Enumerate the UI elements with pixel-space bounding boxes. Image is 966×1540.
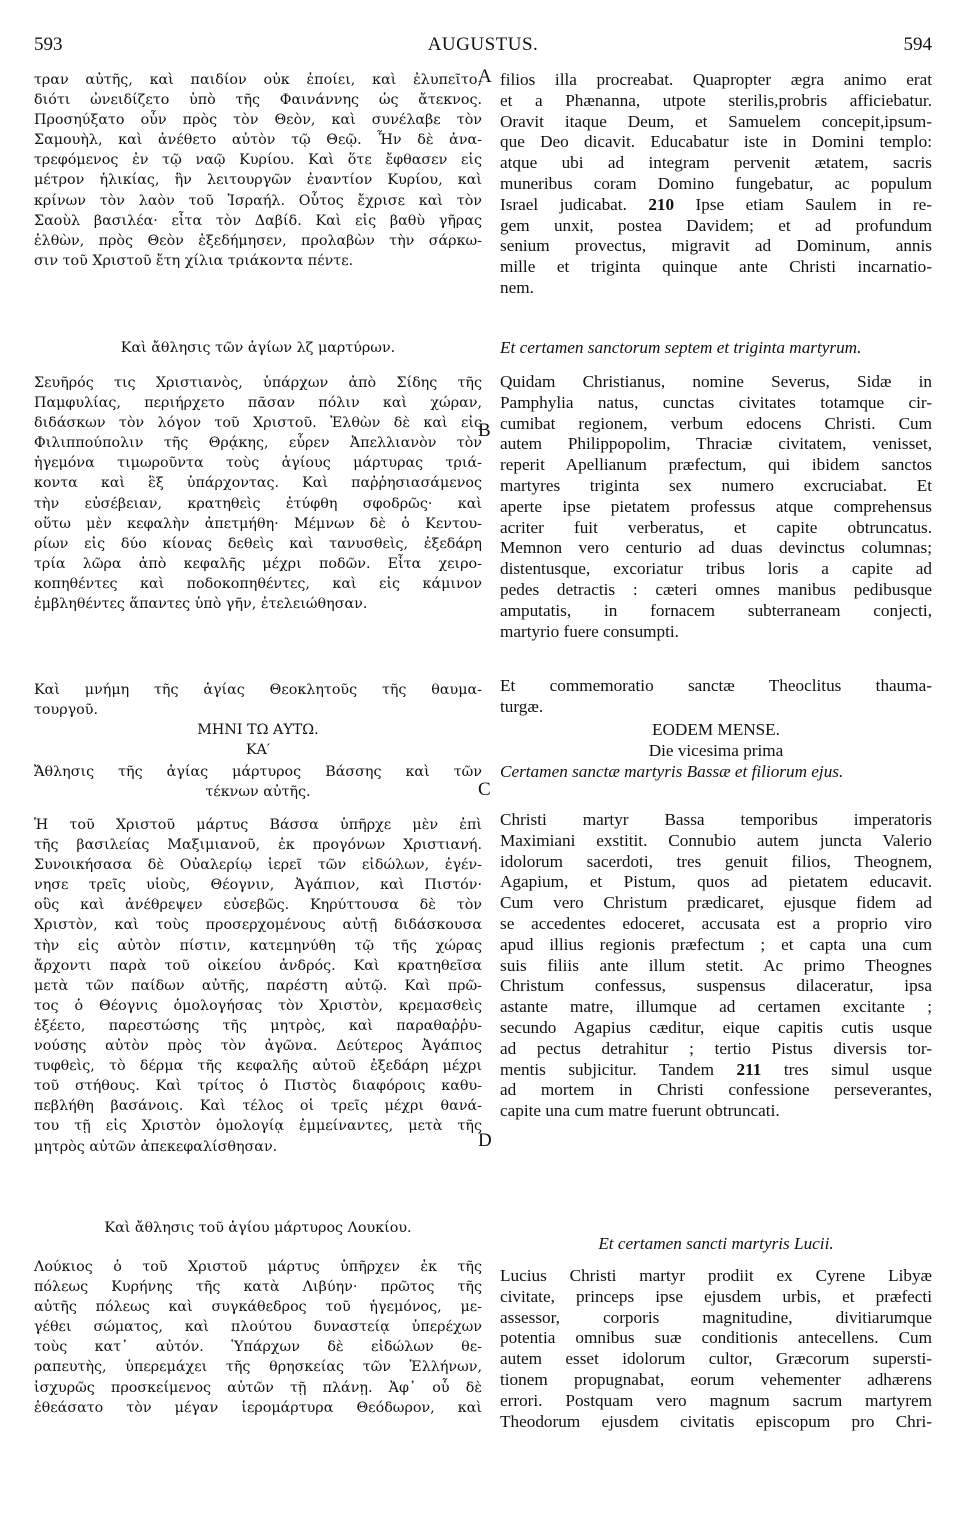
latin-line: martyres triginta sex numero excruciabat. Et [500, 475, 932, 495]
latin-line [500, 195, 932, 216]
greek-line: μετὰ τῶν παίδων αὐτῆς, παρέστη αὐτῷ. Καὶ πρῶ- [34, 977, 482, 994]
greek-line: ραπευτὴς, ὑπερεμάχει τῆς θρησκείας τῶν Ἑλλήνων, [34, 1359, 482, 1376]
greek-line: τουργοῦ. [34, 702, 99, 719]
greek-line: νησε τρεῖς υἱοὺς, Θέογνιν, Ἀγάπιον, καὶ Πιστόν· [34, 877, 482, 894]
latin-heading-37-martyrs: Et certamen sanctorum septem et triginta martyrum. [500, 338, 862, 357]
greek-line: τὴν εἰς αὐτὸν πίστιν, κατεμηνύθη τῷ τῆς χώρας [34, 937, 482, 954]
margin-marker-a: A [478, 66, 492, 87]
latin-line: ad mortem in Christi confessione perseverantes, [500, 1080, 932, 1100]
latin-line: suis filiis ante illum stetit. Ac primo Theognes [500, 955, 932, 975]
greek-line: ρίων εἰς δύο κίονας δεθεὶς καὶ τανυσθεὶς, ἐξεδάρη [34, 535, 482, 552]
greek-line: τοὺς κατ᾽ αὐτόν. Ὑπάρχων δὲ εἰδώλων θε- [34, 1339, 482, 1356]
greek-paragraph-lucius [34, 1257, 482, 1418]
latin-line: Agapium, et Pistum, quos ad pietatem educavit. [500, 872, 932, 892]
latin-line: Lucius Christi martyr prodiit ex Cyrene Libyæ [500, 1266, 932, 1285]
greek-line: ἐθεάσατο τὸν μέγαν ἱερομάρτυρα Θεόδωρον, καὶ [34, 1399, 482, 1416]
greek-line: κοντα καὶ ἓξ ὑπάρχοντας. Καὶ παῤῥησιασάμενος [34, 475, 482, 492]
greek-line: διότι ὠνειδίζετο ὑπὸ τῆς Φαινάννης ὡς ἄτεκνος. [34, 92, 482, 109]
latin-paragraph-severus [500, 372, 932, 642]
greek-line: Προσηύξατο οὖν πρὸς τὸν Θεὸν, καὶ συνέλαβε τὸν [34, 112, 482, 129]
latin-line: assessor, corporis magnitudine, divitiarumque [500, 1307, 932, 1327]
latin-line: civitate, princeps ipse ejusdem urbis, et præfecti [500, 1286, 932, 1306]
greek-line: ἡγεμόνα τιμωροῦντα τοὺς ἁγίους μάρτυρας τριά- [34, 455, 482, 472]
latin-paragraph-lucius [500, 1266, 932, 1432]
latin-line: apud illius regionis præfectum ; et capta una cum [500, 934, 932, 954]
latin-line: muneribus coram Domino fungebatur, ac populum [500, 173, 932, 193]
latin-line: atque ubi ad integram pervenit ætatem, sacris [500, 153, 932, 173]
latin-line: filios illa procreabat. Quapropter ægra animo erat [500, 70, 932, 89]
latin-line: distentusque, excoriatur tribus loris a capite ad [500, 559, 932, 579]
greek-line: τραν αὐτῆς, καὶ παιδίον οὐκ ἐποίει, καὶ ἐλυπεῖτο, [34, 72, 482, 88]
latin-line: gem unxit, postea Davidem; et ad profundum [500, 215, 932, 235]
greek-paragraph-severus [34, 373, 482, 614]
greek-line: τοῦ στήθους. Καὶ τρίτος ὁ Πιστὸς διαφόροις καθυ- [34, 1078, 482, 1095]
greek-line: ἄρχοντι παρὰ τοῦ οἰκείου ἀνδρός. Καὶ κρατηθεῖσα [34, 957, 482, 974]
greek-line: Συνοικήσασα δὲ Οὐαλερίῳ ἱερεῖ τῶν εἰδώλων, ἐγέν- [34, 857, 482, 874]
latin-line: que Deo dicavit. Educabatur iste in Domini templo: [500, 132, 932, 152]
latin-line: mille et triginta quinque ante Christi incarnatio- [500, 257, 932, 277]
latin-line: amputatis, in fornacem subterraneam conjecti, [500, 600, 932, 620]
latin-line: potentia omnibus suæ conditionis antecellens. Cum [500, 1328, 932, 1348]
latin-text: Israel judicabat. [500, 194, 627, 214]
latin-line: et a Phænanna, utpote sterilis,probris afficiebatur. [500, 90, 932, 110]
latin-paragraph-anna [500, 70, 932, 299]
greek-line: Σευῆρός τις Χριστιανὸς, ὑπάρχων ἀπὸ Σίδης τῆς [34, 375, 482, 391]
greek-line: Φιλιππούπολιν τῆς Θρᾴκης, εὗρεν Ἀπελλιανὸν τὸν [34, 435, 482, 452]
latin-line: capite una cum matre fuerunt obtruncati. [500, 1101, 780, 1121]
greek-heading-37-martyrs: Καὶ ἄθλησις τῶν ἁγίων λζ μαρτύρων. [120, 340, 396, 356]
latin-line: tionem propugnabat, eorum vehementer adhærens [500, 1369, 932, 1389]
latin-line: Christi martyr Bassa temporibus imperatoris [500, 810, 932, 829]
latin-heading-lucius: Et certamen sancti martyris Lucii. [598, 1234, 834, 1253]
greek-line: οὓς καὶ ἀνέθρεψεν εὐσεβῶς. Κηρύττουσα δὲ τὸν [34, 897, 482, 914]
greek-line: Ἄθλησις τῆς ἁγίας μάρτυρος Βάσσης καὶ τῶν [34, 764, 482, 780]
greek-paragraph-anna [34, 70, 482, 271]
greek-line: τὴν εὐσέβειαν, κρατηθεὶς ἐτύφθη σφοδρῶς· καὶ [34, 495, 482, 512]
greek-line: σιν τοῦ Χριστοῦ ἔτη χίλια τριάκοντα πέντε. [34, 252, 354, 269]
greek-line: τέκνων αὐτῆς. [205, 784, 311, 801]
latin-line: idolorum sacerdoti, tres genuit filios, Theognem, [500, 851, 932, 871]
latin-line: Cum vero Christum prædicaret, ejusque fidem ad [500, 893, 932, 913]
column-number: 210 [648, 194, 675, 214]
latin-text: mentis subjicitur. [500, 1059, 637, 1079]
greek-line: τρία λῶρα ἀπὸ κεφαλῆς μέχρι ποδῶν. Εἶτα χειρο- [34, 555, 482, 572]
latin-text: Tandem [658, 1059, 714, 1079]
greek-heading-bassa [34, 762, 482, 802]
greek-line: Καὶ μνήμη τῆς ἁγίας Θεοκλητοῦς τῆς θαυμα- [34, 682, 482, 698]
latin-month-heading: EODEM MENSE. [652, 720, 780, 739]
greek-line: γέθει σώματος, καὶ πλούτου δυναστείᾳ ὑπερέχων [34, 1319, 482, 1336]
margin-marker-b: B [478, 420, 491, 441]
greek-line: κρίνων τὸν λαὸν τοῦ Ἰσραήλ. Οὗτος ἔχρισε καὶ τὸν [34, 192, 482, 209]
greek-line: Σαμουὴλ, καὶ ἀνέθετο αὐτὸν τῷ Θεῷ. Ἦν δὲ ἀνα- [34, 132, 482, 149]
latin-line: cumibat regionem, verbum edocens Christi. Cum [500, 413, 932, 433]
greek-line: Λούκιος ὁ τοῦ Χριστοῦ μάρτυς ὑπῆρχεν ἐκ τῆς [34, 1259, 482, 1275]
latin-line: Memnon vero centurio ad duas devinctus columnas; [500, 538, 932, 558]
running-title: AUGUSTUS. [427, 34, 539, 55]
greek-line: ἐλθὼν, πρὸς Θεὸν ἐξεδήμησεν, προλαβὼν τὴν σάρκω- [34, 232, 482, 249]
greek-line: αὐτῆς πόλεως καὶ συγκάθεδρος τοῦ ἡγεμόνος, με- [34, 1299, 482, 1316]
greek-line: τυφθεὶς, τὸ δέρμα τῆς κεφαλῆς αὐτοῦ ἐξεδάρη μέχρι [34, 1058, 482, 1075]
latin-line: se accedentes edoceret, accusata est a proprio viro [500, 913, 932, 933]
latin-line: senium provectus, migravit ad Dominum, annis [500, 236, 932, 256]
greek-line: τρεφόμενος ἐν τῷ ναῷ Κυρίου. Καὶ ὅτε ἔφθασεν εἰς [34, 152, 482, 169]
greek-line: μητρὸς αὐτῶν ἀπεκεφαλίσθησαν. [34, 1138, 278, 1155]
greek-line: πεβλήθη βασάνοις. Καὶ τέλος οἱ τρεῖς μέχρι θανά- [34, 1098, 482, 1115]
greek-heading-lucius: Καὶ ἄθλησις τοῦ ἁγίου μάρτυρος Λουκίου. [104, 1220, 412, 1236]
column-number: 211 [736, 1059, 762, 1079]
greek-line: διδάσκων τὸν λόγον τοῦ Χριστοῦ. Ἐλθὼν δὲ καὶ εἰς [34, 415, 482, 432]
latin-line: Quidam Christianus, nomine Severus, Sidæ in [500, 372, 932, 391]
margin-marker-d: D [478, 1130, 492, 1151]
latin-text: tres simul usque [783, 1059, 932, 1079]
latin-line: Theodorum ejusdem civitatis episcopum pro Chri- [500, 1411, 932, 1431]
greek-line: Παμφυλίας, περιήρχετο πᾶσαν πόλιν καὶ χώραν, [34, 395, 482, 412]
greek-line: ἐμβληθέντες ἅπαντες ὑπὸ γῆν, ἐτελειώθησαν. [34, 596, 368, 613]
latin-line: Christum confessus, suspensus dilaceratur, ipsa [500, 976, 932, 996]
latin-line: Et commemoratio sanctæ Theoclitus thauma- [500, 676, 932, 695]
greek-line: οὕτω μὲν κεφαλὴν ἀπετμήθη· Μέμνων δὲ ὁ Κεντου- [34, 515, 482, 532]
greek-line: Ἡ τοῦ Χριστοῦ μάρτυς Βάσσα ὑπῆρχε μὲν ἐπὶ [34, 817, 482, 833]
latin-line: secundo Agapius cæditur, eique capitis cutis usque [500, 1017, 932, 1037]
greek-month-heading: ΜΗΝΙ ΤΩ ΑΥΤΩ. [197, 722, 319, 738]
latin-line: autem Philippopolim, Thraciæ civitatem, venisset, [500, 434, 932, 454]
latin-text: Ipse etiam Saulem in re- [695, 194, 933, 214]
latin-paragraph-bassa [500, 810, 932, 1122]
latin-day-heading: Die vicesima prima [648, 741, 784, 760]
latin-line: Maximiani exstitit. Connubio autem juncta Valerio [500, 830, 932, 850]
latin-line: reperit Apellianum præfectum, qui ibidem sanctos [500, 455, 932, 475]
latin-line: errori. Postquam vero magnum sacrum martyrem [500, 1390, 932, 1410]
latin-line: Oravit itaque Deum, et Samuelem concepit,ipsum- [500, 111, 932, 131]
latin-line: martyrio fuere consumpti. [500, 621, 679, 641]
latin-line: ad pectus detrahitur ; tertio Pistus diversis tor- [500, 1038, 932, 1058]
greek-line: τῆς βασιλείας Μαξιμιανοῦ, ἐκ προγόνων Χριστιανή. [34, 837, 482, 854]
greek-line: μέτρον ἡλικίας, ἣν λειτουργῶν ἐναντίον Κυρίου, καὶ [34, 172, 482, 189]
greek-line: Χριστὸν, καὶ τοὺς προσερχομένους αὐτῇ διδάσκουσα [34, 917, 482, 934]
greek-line: πόλεως Κυρήνης τῆς κατὰ Λιβύην· πρῶτος τῆς [34, 1279, 482, 1296]
greek-line: νούσης αὐτὸν πρὸς τὸν ἀγῶνα. Δεύτερος Ἀγάπιος [34, 1038, 482, 1055]
latin-line: aperte ipse pietatem professus atque comprehensus [500, 496, 932, 516]
latin-heading-bassa: Certamen sanctæ martyris Bassæ et filiorum ejus. [500, 762, 844, 781]
latin-line: nem. [500, 277, 534, 297]
latin-line: autem esset idolorum cultor, Græcorum supersti- [500, 1349, 932, 1369]
greek-paragraph-bassa [34, 815, 482, 1157]
greek-line: ἐξέετο, παρεστώσης τῆς μητρὸς, καὶ παραθαῤῥυ- [34, 1017, 482, 1034]
greek-day-heading: ΚΑ′ [245, 742, 271, 758]
greek-line: ἰσχυρῶς προσκείμενος αὐτῶν τῇ πλάνῃ. Ἀφ᾽ οὗ δὲ [34, 1379, 482, 1396]
latin-line: Pamphylia natus, cunctas civitates totamque cir- [500, 392, 932, 412]
margin-marker-c: C [478, 779, 491, 800]
greek-line: τος ὁ Θέογνις ὁμολογήσας τὸν Χριστὸν, κρεμασθεὶς [34, 997, 482, 1014]
greek-paragraph-theoclitus [34, 680, 482, 720]
latin-line: acriter fuit verberatus, et capite obtruncatus. [500, 517, 932, 537]
left-page-number: 593 [34, 34, 63, 55]
greek-line: Σαοὺλ βασιλέα· εἶτα τὸν Δαβίδ. Καὶ εἰς βαθὺ γῆρας [34, 212, 482, 229]
latin-line: pedes detractis : cæteri omnes manibus pedibusque [500, 579, 932, 599]
greek-line: κοπηθέντες καὶ ποδοκοπηθέντες, καὶ εἰς κάμινον [34, 575, 482, 592]
page-header [0, 34, 966, 58]
latin-line: turgæ. [500, 696, 544, 716]
latin-line [500, 1060, 932, 1081]
latin-paragraph-theoclitus [500, 676, 932, 718]
right-page-number: 594 [903, 34, 932, 55]
greek-line: του τῇ εἰς Χριστὸν ὁμολογίᾳ ἐμμείναντες, μετὰ τῆς [34, 1118, 482, 1135]
latin-line: astante matre, illumque ad certamen excitante ; [500, 997, 932, 1017]
